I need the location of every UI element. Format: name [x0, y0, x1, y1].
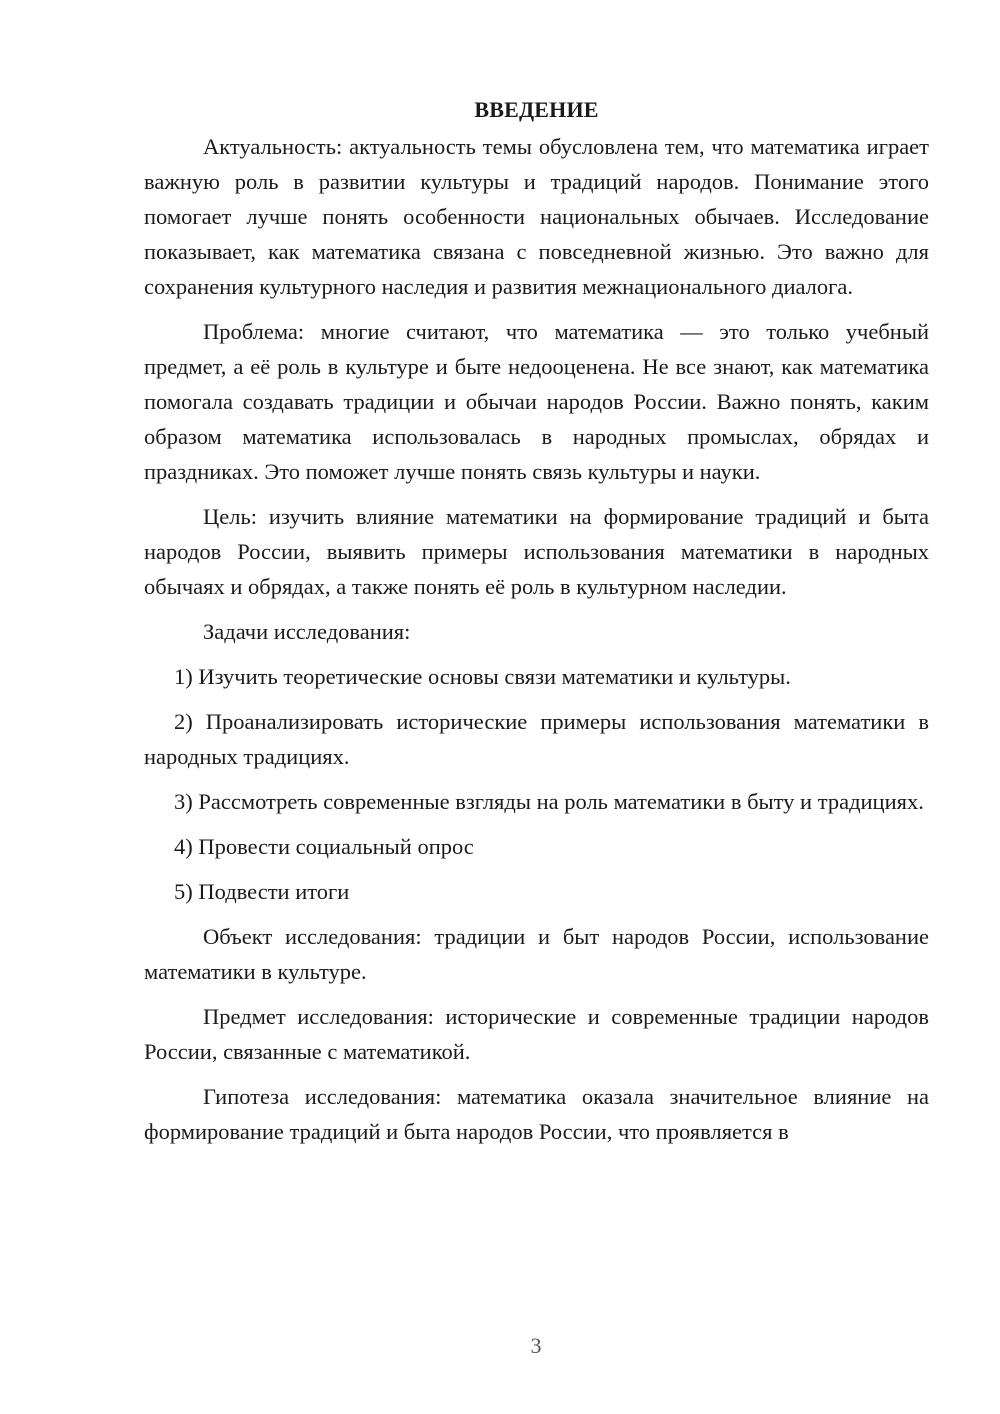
page-content	[144, 92, 929, 1149]
tasks-heading: Задачи исследования:	[203, 619, 411, 644]
page-number: 3	[530, 1333, 542, 1358]
task-item-5: 5) Подвести итоги	[174, 879, 350, 904]
task-item-1: 1) Изучить теоретические основы связи математики и культуры.	[174, 664, 791, 689]
task-item-4: 4) Провести социальный опрос	[174, 834, 474, 859]
goal-paragraph: Цель: изучить влияние математики на формирование традиций и быта народов России, выявить примеры использования математики в народных обычаях и обрядах, а также понять её роль в культурном наследии.	[144, 504, 929, 599]
object-paragraph: Объект исследования: традиции и быт народов России, использование математики в культуре.	[144, 924, 929, 984]
hypothesis-paragraph: Гипотеза исследования: математика оказала значительное влияние на формирование традиций и быта народов России, что проявляется в	[144, 1084, 929, 1144]
section-title: ВВЕДЕНИЕ	[474, 97, 599, 122]
subject-paragraph: Предмет исследования: исторические и современные традиции народов России, связанные с математикой.	[144, 1004, 929, 1064]
task-item-3: 3) Рассмотреть современные взгляды на роль математики в быту и традициях.	[174, 789, 924, 814]
problem-paragraph: Проблема: многие считают, что математика — это только учебный предмет, а её роль в культуре и быте недооценена. Не все знают, как математика помогала создавать традиции и обычаи народов России. Важно понять, каким образом математика использовалась в народных промыслах, обрядах и праздниках. Это поможет лучше понять связь культуры и науки.	[144, 319, 929, 484]
task-item-2: 2) Проанализировать исторические примеры использования математики в народных традициях.	[144, 709, 929, 769]
relevance-paragraph: Актуальность: актуальность темы обусловлена тем, что математика играет важную роль в развитии культуры и традиций народов. Понимание этого помогает лучше понять особенности национальных обычаев. Исследование показывает, как математика связана с повседневной жизнью. Это важно для сохранения культурного наследия и развития межнационального диалога.	[144, 134, 929, 299]
